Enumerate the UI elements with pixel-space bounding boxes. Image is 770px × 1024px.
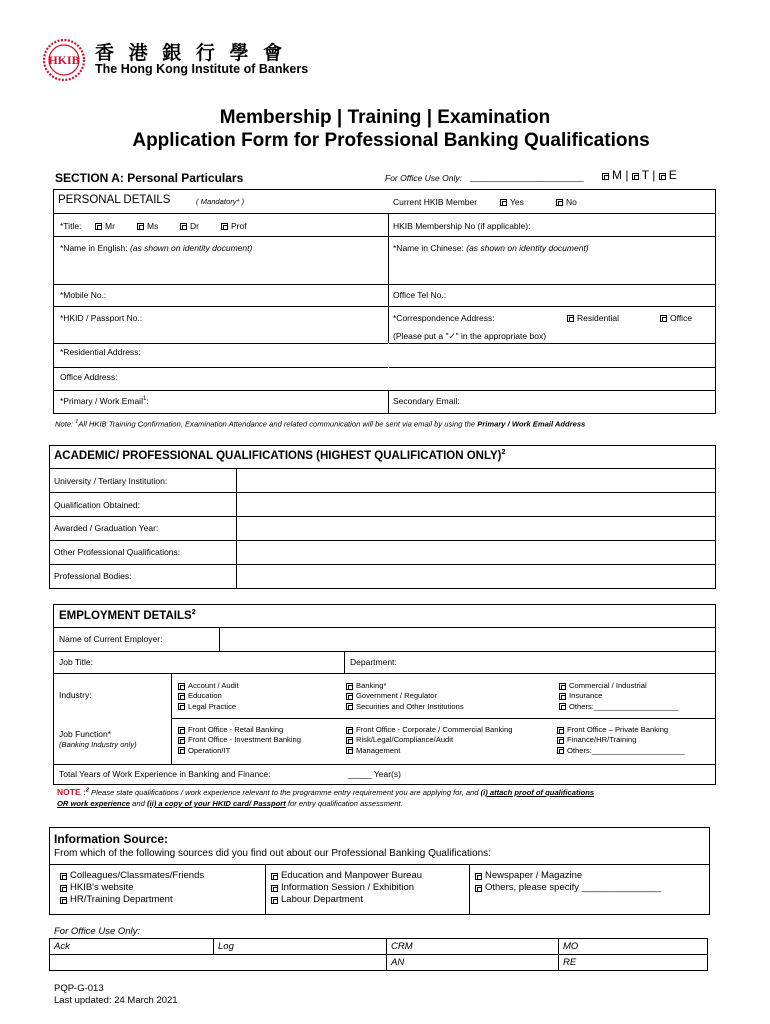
function-col3 (557, 725, 685, 756)
member-yes-checkbox[interactable] (500, 199, 507, 206)
source-checkbox[interactable] (60, 873, 67, 880)
source-option-label: Labour Department (281, 894, 363, 905)
function-checkbox[interactable] (346, 747, 353, 754)
title-prof-option[interactable] (221, 221, 247, 231)
industry-option-label: Legal Practice (188, 701, 237, 711)
academic-year[interactable]: Awarded / Graduation Year: (54, 523, 159, 533)
corr-office-label: Office (670, 313, 693, 323)
mobile-field[interactable]: *Mobile No.: (60, 290, 107, 300)
source-checkbox[interactable] (60, 897, 67, 904)
function-option[interactable] (557, 725, 685, 735)
note-2-sup: 2 (85, 787, 89, 794)
academic-heading-text: ACADEMIC/ PROFESSIONAL QUALIFICATIONS (HIGHEST QUALIFICATION ONLY) (54, 449, 502, 462)
source-option-label: HKIB's website (70, 882, 134, 893)
function-checkbox[interactable] (557, 747, 564, 754)
member-no-label: No (566, 197, 577, 207)
current-member-label: Current HKIB Member (393, 197, 478, 207)
academic-heading (54, 449, 505, 462)
industry-checkbox[interactable] (559, 683, 566, 690)
primary-email-colon: : (146, 396, 149, 406)
source-option-label: HR/Training Department (70, 894, 173, 905)
primary-email-sup: 1 (142, 396, 147, 403)
hkib-seal-icon (38, 38, 90, 82)
primary-email-field[interactable] (60, 396, 149, 406)
name-english-label: *Name in English: (60, 243, 128, 253)
industry-option[interactable] (346, 681, 464, 691)
logo-text: HKIB (48, 53, 80, 67)
total-years-label: Total Years of Work Experience in Banking and Finance: (59, 769, 271, 779)
industry-checkbox[interactable] (346, 693, 353, 700)
industry-option-label: Education (188, 691, 222, 701)
office-code-e-checkbox[interactable] (659, 173, 666, 180)
source-option[interactable] (475, 870, 661, 882)
source-option[interactable] (475, 882, 661, 894)
hkib-logo (38, 38, 90, 82)
function-option-label: Management (356, 745, 401, 755)
office-code-e: E (668, 168, 677, 182)
industry-checkbox[interactable] (178, 683, 185, 690)
industry-option-label: Account / Audit (188, 681, 239, 690)
function-option[interactable] (346, 725, 512, 735)
function-option-label: Finance/HR/Training (567, 735, 637, 745)
membership-no-label: HKIB Membership No (if applicable): (393, 221, 531, 231)
title-dr-checkbox[interactable] (180, 223, 187, 230)
years-field[interactable] (348, 769, 401, 779)
industry-option[interactable] (346, 702, 464, 712)
source-checkbox[interactable] (271, 897, 278, 904)
office-codes: M | T | E (602, 168, 677, 182)
title-prof-checkbox[interactable] (221, 223, 228, 230)
industry-checkbox[interactable] (178, 693, 185, 700)
office-use-label: For Office Use Only: (385, 173, 462, 183)
title-ms-checkbox[interactable] (137, 223, 144, 230)
corr-office-checkbox[interactable] (660, 315, 667, 322)
function-option[interactable] (178, 746, 301, 756)
function-checkbox[interactable] (178, 727, 185, 734)
industry-checkbox[interactable] (346, 703, 353, 710)
industry-option-label: Others: (569, 701, 594, 711)
source-option-label: Information Session / Exhibition (281, 882, 415, 893)
member-no-checkbox[interactable] (556, 199, 563, 206)
form-title-line1: Membership | Training | Examination (219, 107, 551, 128)
office-use-blank: ________________________ (470, 172, 584, 182)
function-option-label: Risk/Legal/Compliance/Audit (356, 735, 454, 745)
function-checkbox[interactable] (557, 737, 564, 744)
industry-option-label: Securities and Other Institutions (356, 701, 464, 711)
job-function-note: (Banking Industry only) (59, 740, 137, 749)
function-option-label: Front Office – Private Banking (567, 725, 669, 734)
employment-heading-sup: 2 (191, 609, 196, 616)
title-mr-label: Mr (105, 221, 115, 231)
function-option-label: Front Office - Retail Banking (188, 725, 284, 734)
years-blank: _____ (348, 769, 372, 779)
department-field[interactable]: Department: (350, 657, 397, 667)
title-dr-label: Dr (190, 221, 199, 231)
member-yes-option[interactable] (500, 197, 524, 207)
job-title-field[interactable]: Job Title: (59, 657, 94, 667)
note-2-line1 (57, 787, 594, 797)
function-option[interactable] (178, 735, 301, 745)
office-address-field[interactable]: Office Address: (60, 372, 118, 382)
source-checkbox[interactable] (475, 885, 482, 892)
office-ack: Ack (54, 941, 70, 952)
academic-bodies[interactable]: Professional Bodies: (54, 571, 132, 581)
source-option[interactable] (271, 882, 422, 894)
function-others-blank: ______________________ (591, 745, 685, 755)
info-source-heading: Information Source: (54, 832, 169, 846)
academic-university[interactable]: University / Tertiary Institution: (54, 476, 168, 486)
corr-residential-option[interactable] (567, 313, 619, 323)
office-re: RE (563, 957, 577, 968)
english-name: The Hong Kong Institute of Bankers (95, 62, 309, 76)
corr-office-option[interactable] (660, 313, 692, 323)
source-option[interactable] (271, 870, 422, 882)
source-option-label: Newspaper / Magazine (485, 870, 583, 881)
name-chinese-label: *Name in Chinese: (393, 243, 464, 253)
function-checkbox[interactable] (346, 737, 353, 744)
source-checkbox[interactable] (271, 885, 278, 892)
note-1-label: Note: (55, 419, 74, 429)
industry-option[interactable] (559, 681, 678, 691)
info-source-col1 (60, 870, 204, 906)
title-mr-checkbox[interactable] (95, 223, 102, 230)
corr-residential-checkbox[interactable] (567, 315, 574, 322)
note-1-sup: 1 (75, 419, 79, 425)
title-label: *Title: (60, 221, 82, 231)
source-option[interactable] (271, 894, 422, 906)
name-chinese-field[interactable] (393, 243, 589, 253)
source-option[interactable] (60, 894, 204, 906)
source-option-label: Colleagues/Classmates/Friends (70, 870, 205, 881)
chinese-name: 香 港 銀 行 學 會 (95, 42, 287, 64)
section-a-heading: SECTION A: Personal Particulars (55, 171, 244, 185)
note-2-text1: Please state qualifications / work experience relevant to the programme entry requirement you are applying for, and (91, 788, 479, 797)
note-2-text3: for entry qualification assessment. (287, 799, 403, 808)
info-source-col3 (475, 870, 661, 894)
member-no-option[interactable] (556, 197, 577, 207)
office-tel-field[interactable]: Office Tel No.: (393, 290, 447, 300)
office-mo: MO (563, 941, 579, 952)
source-option-label: Others, please specify _______________ (485, 882, 661, 893)
title-ms-option[interactable] (137, 221, 158, 231)
industry-col1 (178, 681, 239, 712)
source-checkbox[interactable] (271, 873, 278, 880)
note-2-bold2: OR work experience (57, 799, 131, 808)
source-checkbox[interactable] (60, 885, 67, 892)
employer-field[interactable]: Name of Current Employer: (59, 634, 163, 644)
employment-heading (59, 609, 196, 622)
industry-option-label: Commercial / Industrial (569, 681, 647, 690)
function-col1 (178, 725, 301, 756)
industry-label: Industry: (59, 690, 92, 700)
industry-checkbox[interactable] (178, 703, 185, 710)
name-chinese-note: (as shown on identity document) (466, 243, 589, 253)
secondary-email-field[interactable]: Secondary Email: (393, 396, 460, 406)
note-2-bold1: (i) attach proof of qualifications (480, 788, 595, 797)
office-code-m-checkbox[interactable] (602, 173, 609, 180)
function-option-label: Front Office - Investment Banking (188, 735, 301, 745)
office-code-m: M (612, 168, 622, 182)
function-checkbox[interactable] (178, 747, 185, 754)
function-checkbox[interactable] (346, 727, 353, 734)
industry-checkbox[interactable] (346, 683, 353, 690)
note-1 (55, 419, 585, 429)
industry-col2 (346, 681, 464, 712)
personal-details-label: PERSONAL DETAILS (58, 194, 171, 206)
industry-option[interactable] (178, 702, 239, 712)
note-2-text2: and (132, 799, 145, 808)
office-code-t: T (641, 168, 649, 182)
function-checkbox[interactable] (557, 727, 564, 734)
function-option[interactable] (178, 725, 301, 735)
function-col2 (346, 725, 512, 756)
corr-residential-label: Residential (577, 313, 620, 323)
employment-heading-text: EMPLOYMENT DETAILS (59, 609, 192, 622)
hkid-field[interactable]: *HKID / Passport No.: (60, 313, 143, 323)
office-an: AN (391, 957, 405, 968)
note-2-label: NOTE : (57, 787, 86, 797)
industry-option[interactable] (559, 691, 678, 701)
function-option[interactable] (557, 746, 685, 756)
function-option[interactable] (557, 735, 685, 745)
function-option-label: Operation/IT (188, 745, 231, 755)
job-function-label: Job Function* (59, 729, 111, 739)
function-option-label: Others: (567, 745, 592, 755)
note-1-text: All HKIB Training Confirmation, Examination Attendance and related communication will be sent via email by using the (78, 419, 476, 429)
title-dr-option[interactable] (180, 221, 199, 231)
industry-others-blank: ____________________ (593, 701, 679, 711)
academic-heading-sup: 2 (501, 449, 506, 456)
note-2-line2 (57, 799, 403, 808)
function-option[interactable] (346, 746, 512, 756)
residential-address-field[interactable]: *Residential Address: (60, 347, 141, 357)
info-source-question: From which of the following sources did you find out about our Professional Banking Qualifications: (54, 848, 491, 859)
industry-option-label: Government / Regulator (356, 691, 438, 701)
title-ms-label: Ms (147, 221, 159, 231)
source-option-label: Education and Manpower Bureau (281, 870, 423, 881)
years-label: Year(s) (373, 769, 401, 779)
note-2-bold3: (ii) a copy of your HKID card/ Passport (146, 799, 286, 808)
mandatory-label: ( Mandatory* ) (196, 197, 245, 206)
function-option[interactable] (346, 735, 512, 745)
title-mr-option[interactable] (95, 221, 115, 231)
industry-option[interactable] (178, 691, 239, 701)
industry-col3 (559, 681, 678, 712)
industry-option-label: Banking* (356, 681, 387, 690)
name-english-note: (as shown on identity document) (129, 243, 253, 253)
member-yes-label: Yes (510, 197, 524, 207)
academic-other[interactable]: Other Professional Qualifications: (54, 547, 181, 557)
form-code: PQP-G-013 (54, 983, 104, 994)
title-prof-label: Prof (231, 221, 247, 231)
source-checkbox[interactable] (475, 873, 482, 880)
industry-option[interactable] (178, 681, 239, 691)
office-crm: CRM (391, 941, 413, 952)
primary-email-label: *Primary / Work Email (60, 396, 143, 406)
function-checkbox[interactable] (178, 737, 185, 744)
form-title-line2: Application Form for Professional Banking Qualifications (132, 130, 650, 151)
note-1-bold: Primary / Work Email Address (477, 419, 586, 429)
source-option[interactable] (60, 870, 204, 882)
academic-box (49, 445, 716, 589)
info-source-col2 (271, 870, 422, 906)
office-table-label: For Office Use Only: (54, 926, 141, 937)
name-english-field[interactable] (60, 243, 252, 253)
office-log: Log (218, 941, 234, 952)
industry-checkbox[interactable] (559, 693, 566, 700)
industry-option[interactable] (559, 702, 678, 712)
office-code-t-checkbox[interactable] (632, 173, 639, 180)
put-tick-note: (Please put a "✓" in the appropriate box) (393, 331, 547, 341)
source-option[interactable] (60, 882, 204, 894)
function-option-label: Front Office - Corporate / Commercial Banking (356, 725, 513, 734)
industry-option[interactable] (346, 691, 464, 701)
last-updated: Last updated: 24 March 2021 (54, 995, 178, 1006)
industry-option-label: Insurance (569, 691, 603, 701)
academic-qualification[interactable]: Qualification Obtained: (54, 500, 140, 510)
correspondence-label: *Correspondence Address: (393, 313, 495, 323)
industry-checkbox[interactable] (559, 703, 566, 710)
